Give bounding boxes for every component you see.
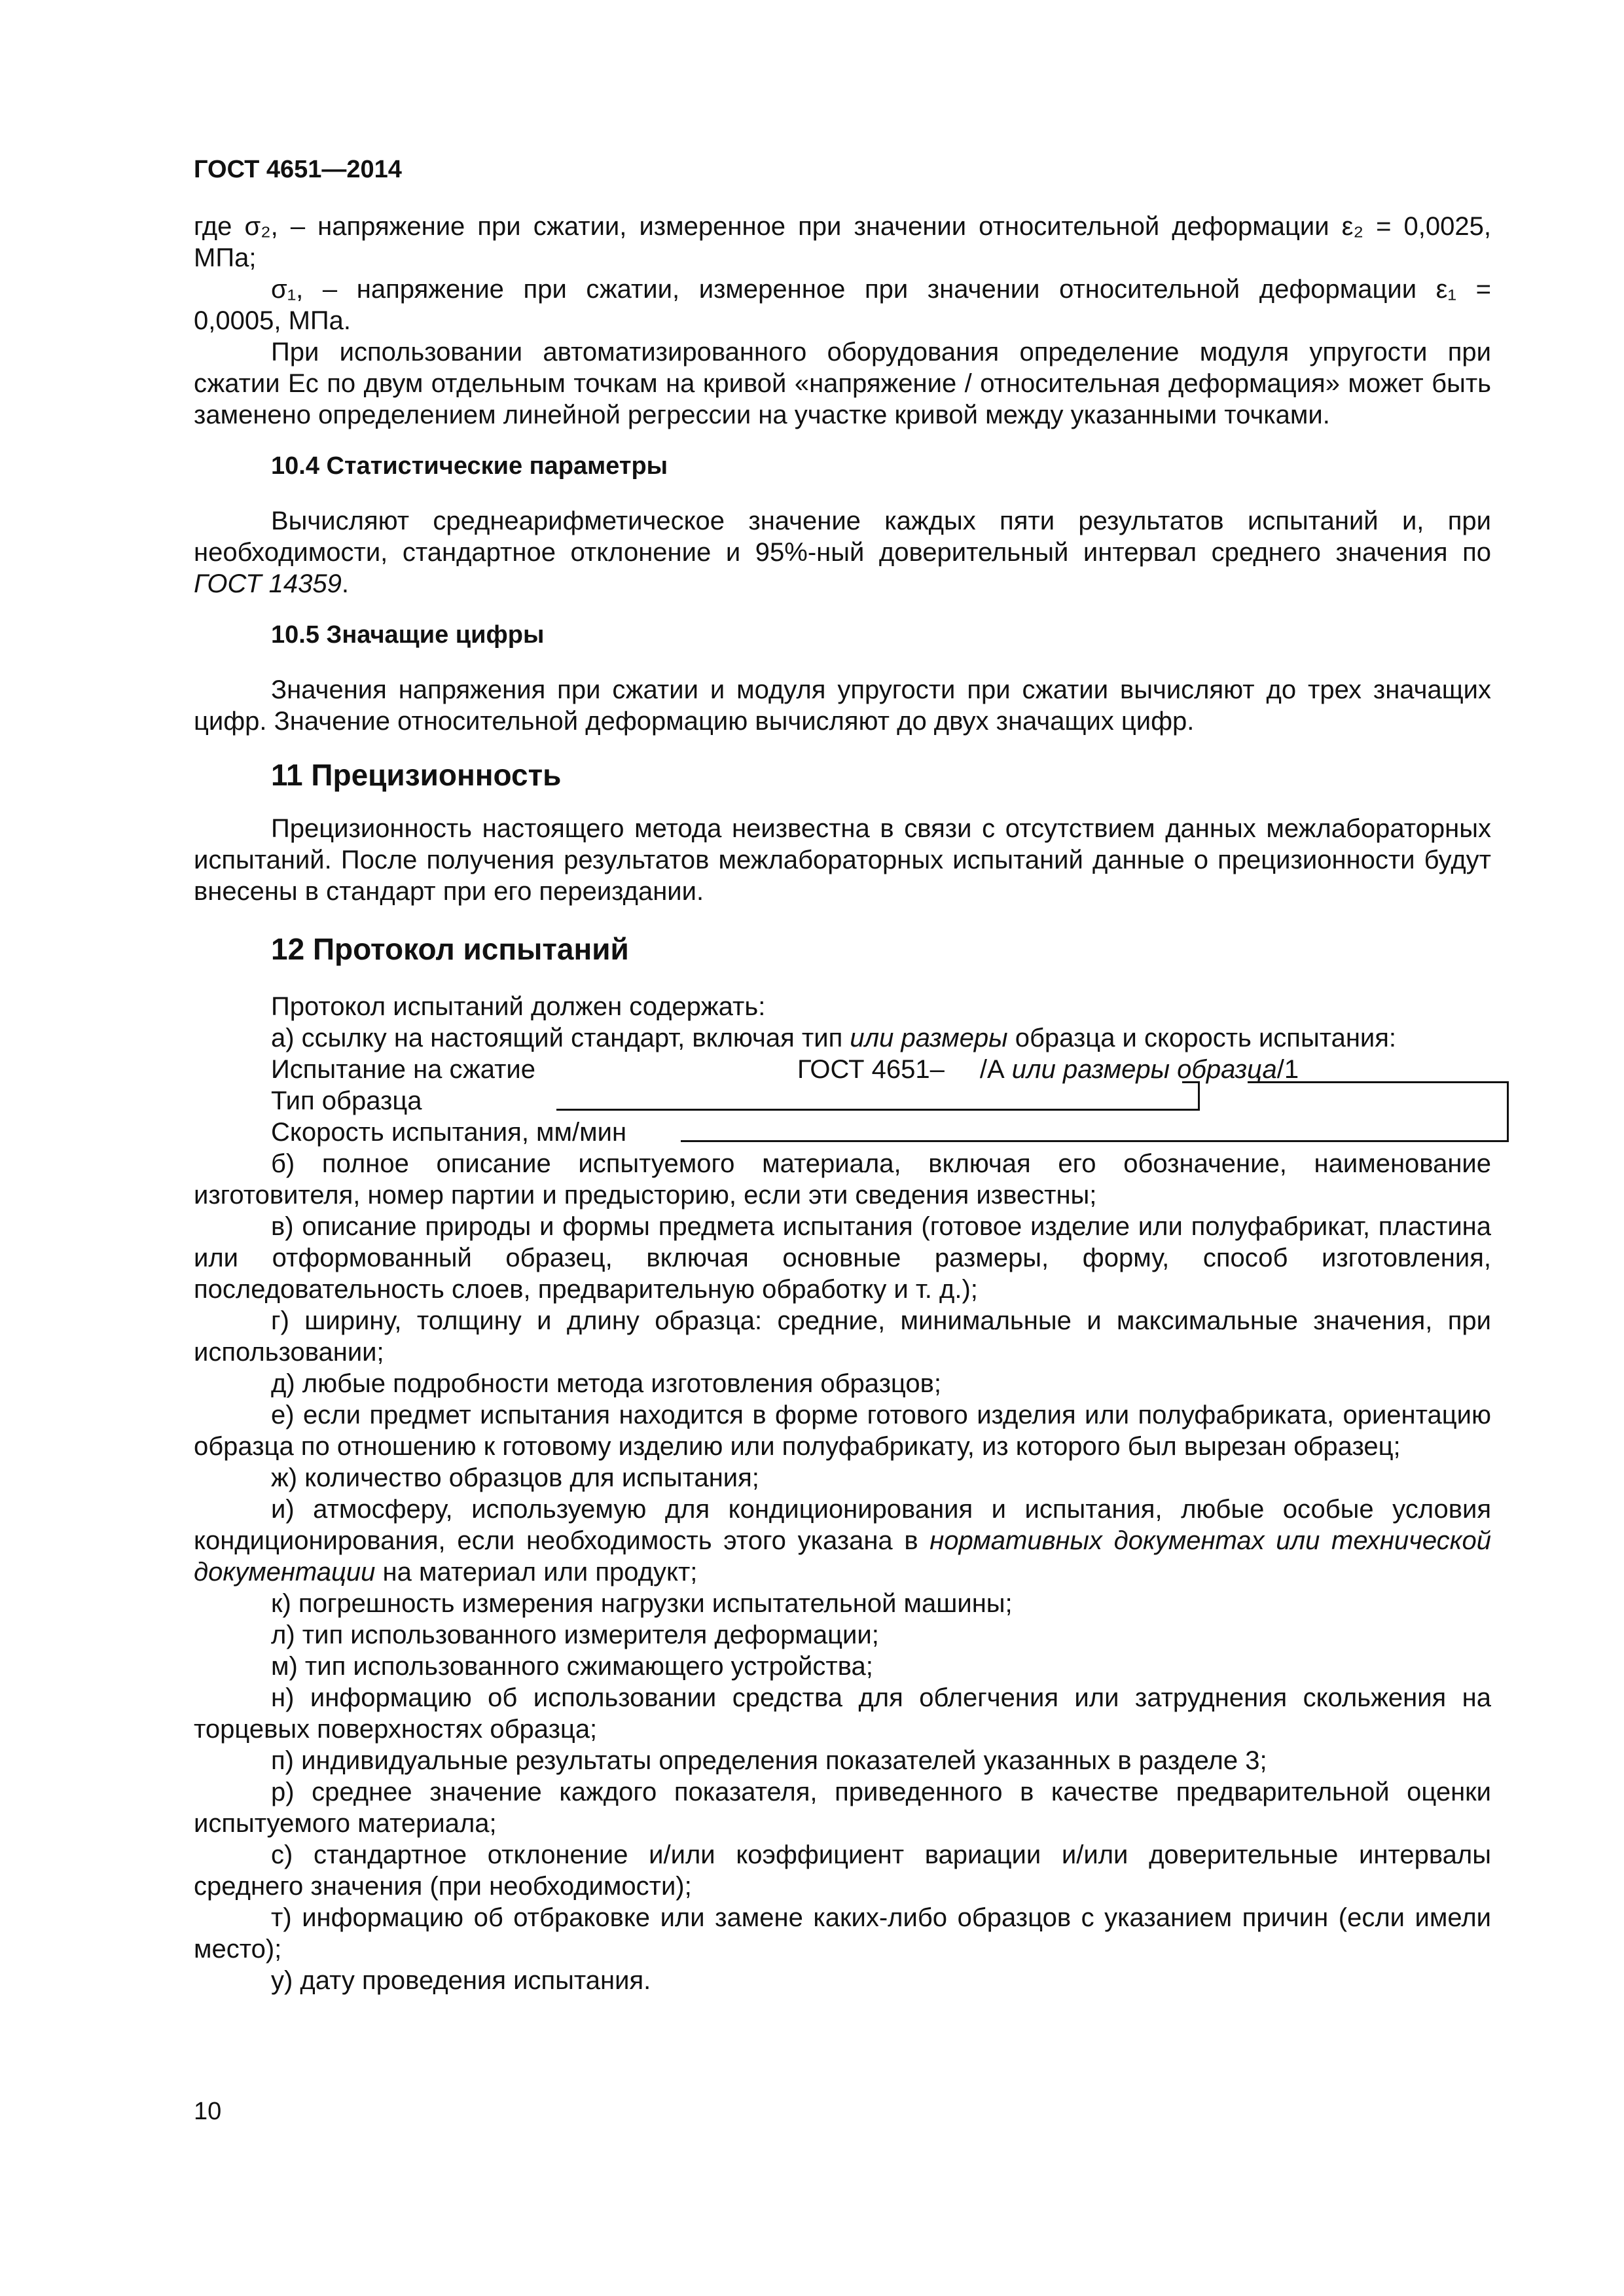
protocol-item-k: к) погрешность измерения нагрузки испытательной машины; — [271, 1589, 1013, 1618]
section-10-5-text: Значения напряжения при сжатии и модуля упругости при сжатии вычисляют до трех значащих цифр. Значение относительной деформацию вычисляют до двух значащих цифр. — [194, 675, 1491, 736]
protocol-item-s: с) стандартное отклонение и/или коэффициент вариации и/или доверительные интервалы среднего значения (при необходимости); — [194, 1840, 1491, 1901]
protocol-item-g: г) ширину, толщину и длину образца: средние, минимальные и максимальные значения, при использовании; — [194, 1306, 1491, 1367]
protocol-lead: Протокол испытаний должен содержать: — [271, 992, 766, 1021]
protocol-item-r: р) среднее значение каждого показателя, приведенного в качестве предварительной оценки испытуемого материала; — [194, 1778, 1491, 1838]
section-12-heading: 12 Протокол испытаний — [271, 932, 629, 966]
section-10-4-heading: 10.4 Статистические параметры — [271, 452, 668, 480]
sigma1-definition: σ₁, – напряжение при сжатии, измеренное при значении относительной деформации ε₁ = — [271, 275, 1491, 304]
sigma2-definition: где σ₂, – напряжение при сжатии, измеренное при значении относительной деформации ε₂ = 0,0025, МПа; — [194, 212, 1491, 272]
protocol-item-l: л) тип использованного измерителя деформации; — [271, 1621, 879, 1649]
section-10-5-heading: 10.5 Значащие цифры — [271, 621, 545, 649]
section-10-4-text: Вычисляют среднеарифметическое значение каждых пяти результатов испытаний и, при необходимости, стандартное отклонение и 95%-ный доверительный интервал среднего значения по ГОСТ 14359. — [194, 507, 1491, 598]
sigma1-definition-end: 0,0005, МПа. — [194, 306, 351, 335]
protocol-item-zh: ж) количество образцов для испытания; — [271, 1463, 759, 1492]
page-number: 10 — [194, 2098, 222, 2125]
speed-bracket — [681, 1081, 1509, 1142]
designation-row-speed: Скорость испытания, мм/мин — [271, 1118, 627, 1147]
protocol-item-a: а) ссылку на настоящий стандарт, включая тип или размеры образца и скорость испытания: — [271, 1024, 1397, 1052]
protocol-item-p: п) индивидуальные результаты определения показателей указанных в разделе 3; — [271, 1746, 1267, 1775]
designation-row-test: Испытание на сжатие — [271, 1055, 536, 1084]
protocol-item-b: б) полное описание испытуемого материала, включая его обозначение, наименование изготовителя, номер партии и предысторию, если эти сведения известны; — [194, 1149, 1491, 1210]
section-11-heading: 11 Прецизионность — [271, 758, 562, 792]
designation-example — [194, 1054, 1491, 1148]
page-body — [194, 211, 1491, 1996]
protocol-item-u: у) дату проведения испытания. — [271, 1966, 651, 1995]
designation-code: ГОСТ 4651– /А или размеры образца/1 — [797, 1055, 1299, 1084]
protocol-item-m: м) тип использованного сжимающего устройства; — [271, 1652, 873, 1681]
protocol-item-e: е) если предмет испытания находится в форме готового изделия или полуфабриката, ориентацию образца по отношению к готовому изделию или полуфабрикату, из которого был вырезан образец; — [194, 1401, 1491, 1461]
section-11-text: Прецизионность настоящего метода неизвестна в связи с отсутствием данных межлабораторных испытаний. После получения результатов межлабораторных испытаний данные о прецизионности будут внесены в стандарт при его переиздании. — [194, 814, 1491, 906]
protocol-item-n: н) информацию об использовании средства для облегчения или затруднения скольжения на торцевых поверхностях образца; — [194, 1683, 1491, 1744]
protocol-item-t: т) информацию об отбраковке или замене каких-либо образцов с указанием причин (если имели место); — [194, 1903, 1491, 1964]
gost-reference: ГОСТ 14359 — [194, 569, 342, 598]
protocol-item-i: и) атмосферу, используемую для кондиционирования и испытания, любые особые условия кондиционирования, если необходимость этого указана в нормативных документах или технической документации на материал или продукт; — [194, 1495, 1491, 1587]
protocol-item-v: в) описание природы и формы предмета испытания (готовое изделие или полуфабрикат, пластина или отформованный образец, включая основные размеры, форму, способ изготовления, последовательность слоев, предварительную обработку и т. д.); — [194, 1212, 1491, 1304]
designation-row-type: Тип образца — [271, 1086, 422, 1115]
speed-bracket-top — [1248, 1081, 1507, 1083]
document-header: ГОСТ 4651—2014 — [194, 156, 402, 183]
protocol-item-d: д) любые подробности метода изготовления образцов; — [271, 1369, 941, 1398]
auto-equipment-paragraph: При использовании автоматизированного оборудования определение модуля упругости при сжатии Eс по двум отдельным точкам на кривой «напряжение / относительная деформация» может быть заменено определением линейной регрессии на участке кривой между указанными точками. — [194, 338, 1491, 429]
